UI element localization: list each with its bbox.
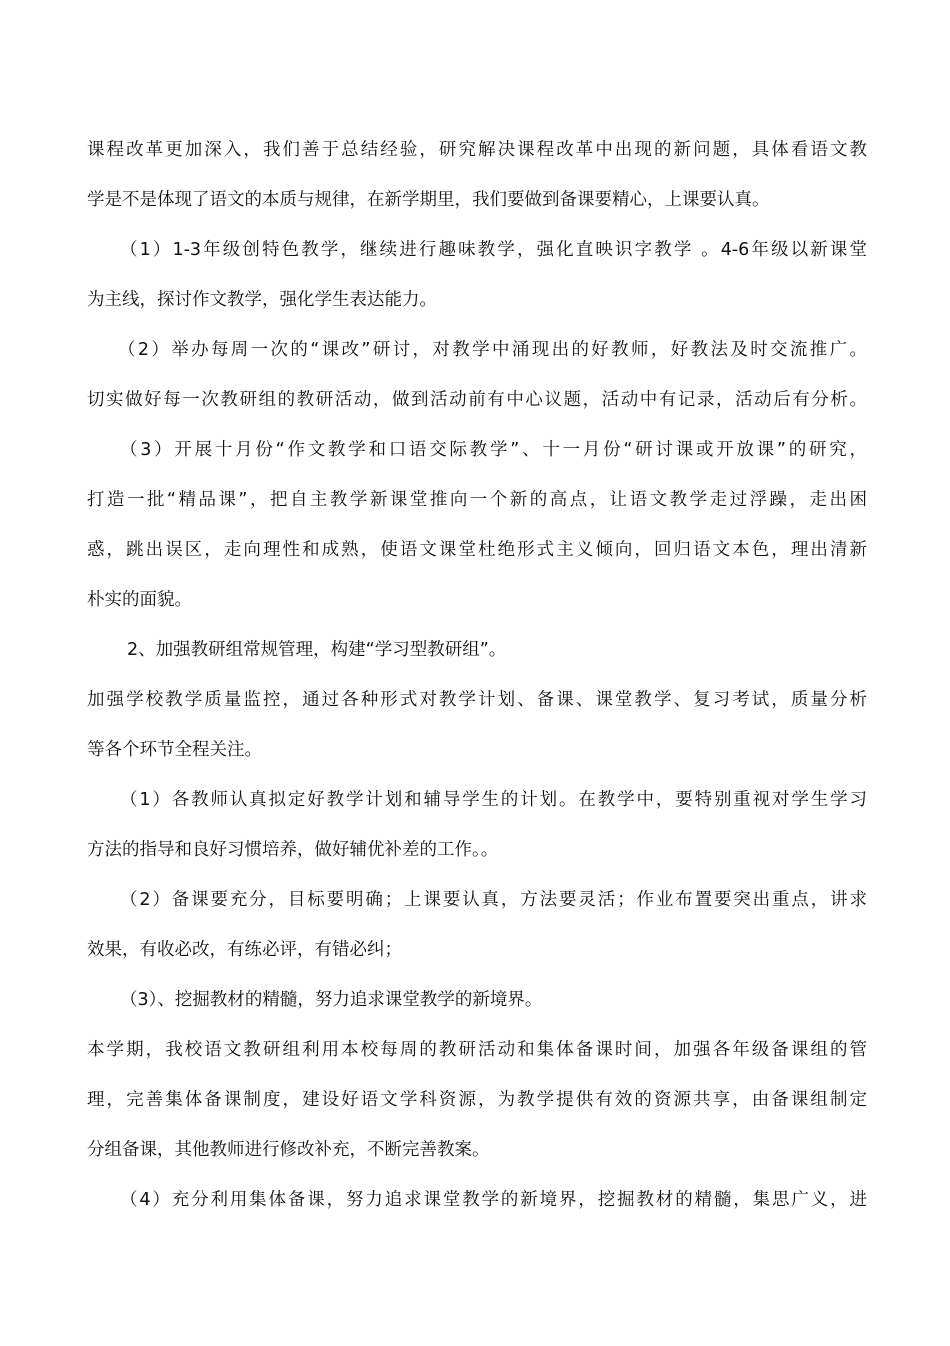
text-line: （1）1-3年级创特色教学，继续进行趣味教学，强化直映识字教学 。4-6年级以新课堂 (120, 240, 867, 260)
text-line: 加强学校教学质量监控，通过各种形式对教学计划、备课、课堂教学、复习考试，质量分析 (87, 690, 867, 710)
text-line: 为主线，探讨作文教学，强化学生表达能力。 (87, 290, 437, 310)
text-line: 课程改革更加深入，我们善于总结经验，研究解决课程改革中出现的新问题，具体看语文教 (87, 140, 867, 160)
text-line: 学是不是体现了语文的本质与规律，在新学期里，我们要做到备课要精心，上课要认真。 (87, 190, 770, 210)
text-line: （3）开展十月份“作文教学和口语交际教学”、十一月份“研讨课或开放课”的研究， (120, 440, 867, 460)
text-line: （2）举办每周一次的“课改”研讨，对教学中涌现出的好教师，好教法及时交流推广。 (118, 340, 867, 360)
text-line: （4）充分利用集体备课，努力追求课堂教学的新境界，挖掘教材的精髓，集思广义，进 (120, 1190, 867, 1210)
text-line: （3）、挖掘教材的精髓，努力追求课堂教学的新境界。 (120, 990, 543, 1010)
text-line: （1）各教师认真拟定好教学计划和辅导学生的计划。在教学中，要特别重视对学生学习 (120, 790, 867, 810)
text-line: 切实做好每一次教研组的教研活动，做到活动前有中心议题，活动中有记录，活动后有分析。 (87, 390, 867, 410)
text-line: （2）备课要充分，目标要明确；上课要认真，方法要灵活；作业布置要突出重点，讲求 (120, 890, 867, 910)
section-heading: 2、加强教研组常规管理，构建“学习型教研组”。 (127, 640, 507, 660)
text-line: 等各个环节全程关注。 (87, 740, 262, 760)
text-line: 效果，有收必改，有练必评，有错必纠； (87, 940, 402, 960)
text-line: 打造一批“精品课”，把自主教学新课堂推向一个新的高点，让语文教学走过浮躁，走出困 (87, 490, 867, 510)
text-line: 本学期，我校语文教研组利用本校每周的教研活动和集体备课时间，加强各年级备课组的管 (87, 1040, 867, 1060)
text-line: 分组备课，其他教师进行修改补充，不断完善教案。 (87, 1140, 490, 1160)
text-line: 惑，跳出误区，走向理性和成熟，使语文课堂杜绝形式主义倾向，回归语文本色，理出清新 (87, 540, 867, 560)
text-line: 方法的指导和良好习惯培养，做好辅优补差的工作。。 (87, 840, 499, 860)
text-line: 朴实的面貌。 (87, 590, 192, 610)
text-line: 理，完善集体备课制度，建设好语文学科资源，为教学提供有效的资源共享，由备课组制定 (87, 1090, 867, 1110)
